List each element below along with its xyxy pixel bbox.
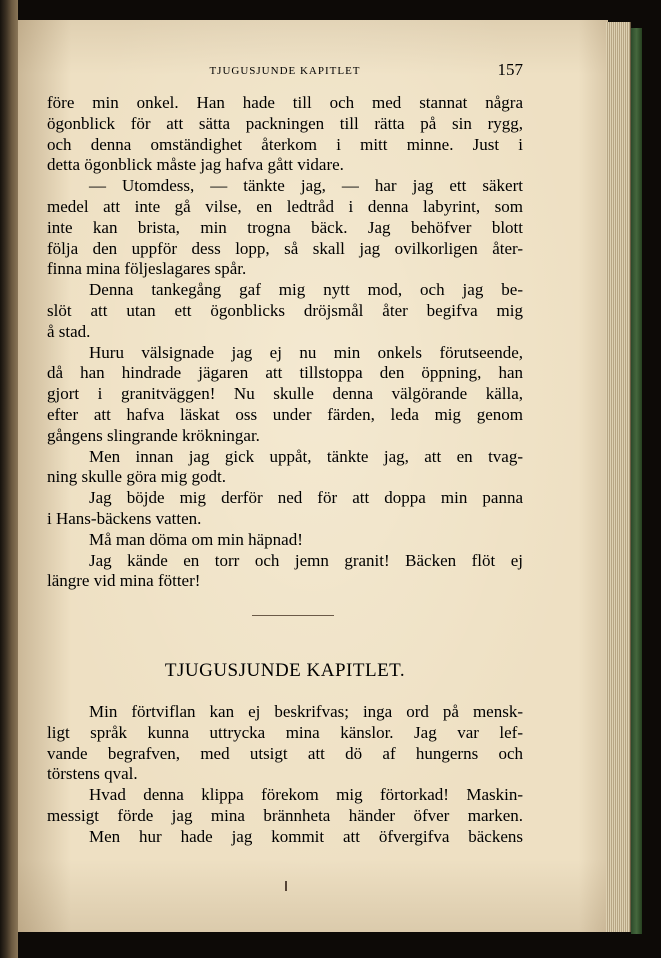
text-line: törstens qval. bbox=[47, 764, 138, 784]
text-line: och denna omständighet återkom i mitt minne. Just i bbox=[47, 134, 523, 154]
text-line: efter att hafva läskat oss under färden, leda mig genom bbox=[47, 404, 523, 424]
book-cover-edge bbox=[631, 28, 642, 934]
body-text-block-2 bbox=[47, 702, 523, 848]
text-line: slöt att utan ett ögonblicks dröjsmål åter begifva mig bbox=[47, 300, 523, 320]
text-line: Jag kände en torr och jemn granit! Bäcken flöt ej bbox=[89, 550, 523, 570]
text-line: följa den uppför dess lopp, så skall jag ovilkorligen åter- bbox=[47, 238, 523, 258]
text-line: vande begrafven, med utsigt att dö af hungerns och bbox=[47, 743, 523, 763]
text-line: ligt språk kunna uttrycka mina känslor. Jag var lef- bbox=[47, 722, 523, 742]
text-line: Men innan jag gick uppåt, tänkte jag, att en tvag- bbox=[89, 446, 523, 466]
text-line: inte kan brista, min trogna bäck. Jag behöfver blott bbox=[47, 217, 523, 237]
text-line: Må man döma om min häpnad! bbox=[89, 529, 303, 549]
text-line: — Utomdess, — tänkte jag, — har jag ett säkert bbox=[89, 176, 523, 196]
page-edges bbox=[606, 22, 631, 932]
text-line: detta ögonblick måste jag hafva gått vidare. bbox=[47, 155, 344, 175]
text-line: ögonblick för att sätta packningen till rätta på sin rygg, bbox=[47, 113, 523, 133]
body-text-block-1 bbox=[47, 93, 523, 592]
text-line: Men hur hade jag kommit att öfvergifva bäckens bbox=[89, 826, 523, 846]
printer-mark bbox=[285, 881, 287, 891]
text-line: före min onkel. Han hade till och med stannat några bbox=[47, 93, 523, 112]
text-line: medel att inte gå vilse, en ledtråd i denna labyrint, som bbox=[47, 196, 523, 216]
text-line: då han hindrade jägaren att tillstoppa den öppning, han bbox=[47, 363, 523, 383]
page-header bbox=[47, 60, 523, 82]
text-line: i Hans-bäckens vatten. bbox=[47, 508, 202, 528]
section-divider bbox=[252, 615, 334, 616]
text-line: å stad. bbox=[47, 321, 91, 341]
text-line: finna mina följeslagares spår. bbox=[47, 259, 247, 279]
running-head: TJUGUSJUNDE KAPITLET bbox=[209, 65, 361, 77]
text-line: gjort i granitväggen! Nu skulle denna välgörande källa, bbox=[47, 384, 523, 404]
text-line: Denna tankegång gaf mig nytt mod, och jag be- bbox=[89, 280, 523, 300]
book-spine-shadow bbox=[0, 0, 18, 958]
chapter-title: TJUGUSJUNDE KAPITLET. bbox=[164, 660, 406, 681]
page-number: 157 bbox=[497, 60, 523, 79]
text-line: Min förtviflan kan ej beskrifvas; inga ord på mensk- bbox=[89, 702, 523, 721]
text-line: messigt förde jag mina brännheta händer öfver marken. bbox=[47, 805, 523, 825]
text-line: Jag böjde mig derför ned för att doppa min panna bbox=[89, 488, 523, 508]
text-line: Hvad denna klippa förekom mig förtorkad! Maskin- bbox=[89, 785, 523, 805]
text-line: ning skulle göra mig godt. bbox=[47, 467, 226, 487]
text-line: Huru välsignade jag ej nu min onkels förutseende, bbox=[89, 342, 523, 362]
text-line: gångens slingrande krökningar. bbox=[47, 425, 260, 445]
text-line: längre vid mina fötter! bbox=[47, 571, 201, 591]
